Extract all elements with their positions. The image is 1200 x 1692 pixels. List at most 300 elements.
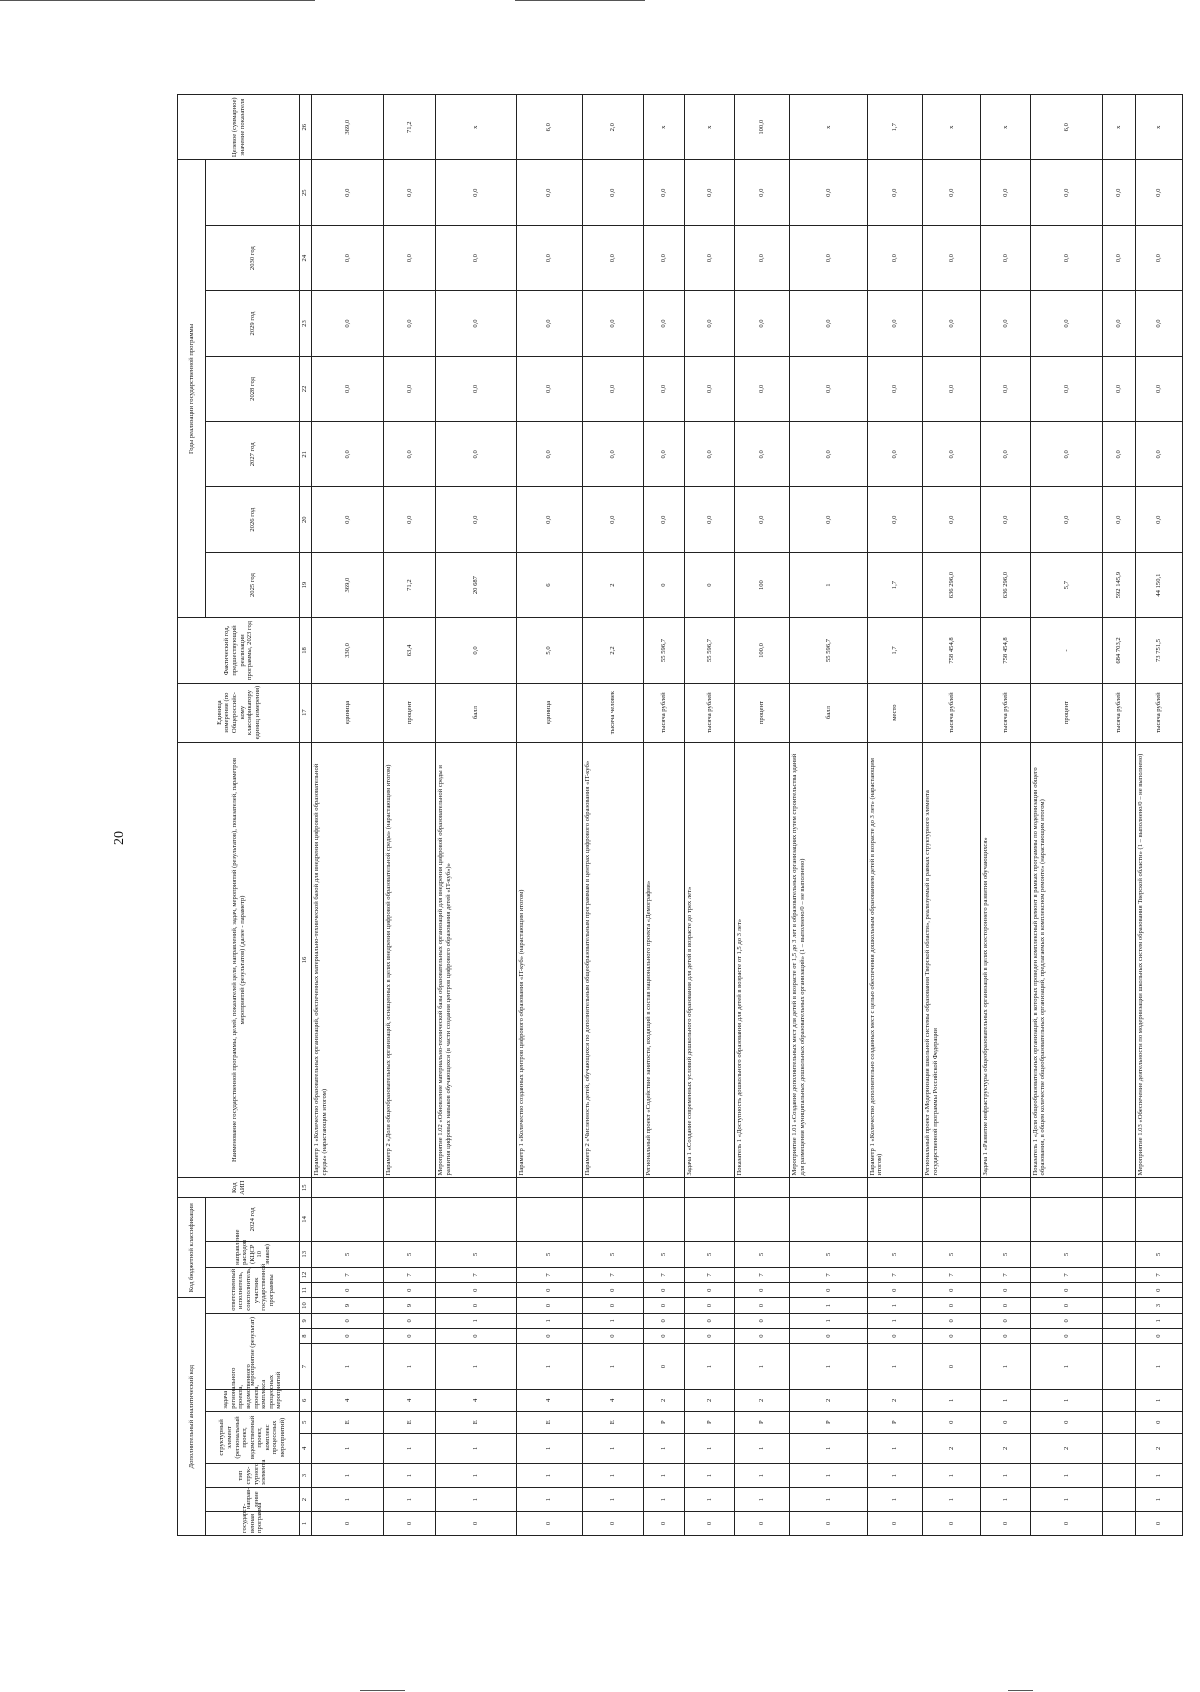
table-cell: 5 <box>312 1241 384 1267</box>
table-cell: 7 <box>1135 1267 1182 1282</box>
table-cell: 0,0 <box>312 160 384 225</box>
table-cell: 1 <box>643 1488 684 1512</box>
table-cell <box>1102 1178 1135 1198</box>
table-cell: 0,0 <box>1135 356 1182 421</box>
table-cell: 0,0 <box>516 291 582 356</box>
table-cell: 0 <box>790 1283 867 1298</box>
table-cell: 0,0 <box>1030 225 1102 290</box>
table-cell: 0 <box>735 1512 790 1536</box>
table-cell: 0 <box>685 552 735 617</box>
table-cell: 1 <box>383 1464 436 1488</box>
table-cell <box>582 1198 643 1242</box>
table-cell: 0 <box>867 1512 922 1536</box>
table-cell: 0,0 <box>582 356 643 421</box>
table-cell: 1 <box>867 1313 922 1328</box>
table-cell <box>1135 1178 1182 1198</box>
table-cell: 4 <box>312 1389 384 1411</box>
table-cell: 1 <box>1135 1464 1182 1488</box>
column-number: 22 <box>300 356 312 421</box>
table-cell: 7 <box>1030 1267 1102 1282</box>
table-cell: балл <box>790 683 867 742</box>
table-cell <box>1135 1198 1182 1242</box>
table-cell: 1 <box>436 1313 516 1328</box>
table-cell: 0,0 <box>582 487 643 552</box>
table-cell: 1 <box>436 1464 516 1488</box>
table-cell: 0,0 <box>1030 356 1102 421</box>
table-cell: 0 <box>516 1328 582 1343</box>
table-cell: 636 296,0 <box>981 552 1031 617</box>
table-cell: тысяча рублей <box>1135 683 1182 742</box>
table-cell: 1 <box>867 1344 922 1390</box>
table-cell: 0 <box>923 1298 981 1313</box>
table-cell: 5 <box>1030 1241 1102 1267</box>
table-cell: процент <box>735 683 790 742</box>
header-struct-element: структурный элемент (региональный проект, ведомственный проект, комплекс процессных мероприятий) <box>206 1411 300 1463</box>
table-cell: 0,0 <box>1030 422 1102 487</box>
table-cell: тысяча рублей <box>685 683 735 742</box>
table-cell: 0 <box>643 1344 684 1390</box>
table-row <box>1030 95 1102 1536</box>
table-cell: 0,0 <box>643 225 684 290</box>
table-cell: 0,0 <box>685 291 735 356</box>
row-name-cell: Параметр 1 «Количество дополнительно созданных мест с целью обеспечения дошкольным образованием детей в возрасте до 3 лет» (нарастающим итогом) <box>867 742 922 1178</box>
table-cell <box>923 1178 981 1198</box>
table-cell <box>436 1198 516 1242</box>
table-cell: 1 <box>685 1344 735 1390</box>
table-cell <box>735 1198 790 1242</box>
table-cell: 5 <box>582 1241 643 1267</box>
table-cell: 0,0 <box>643 160 684 225</box>
table-cell: 1 <box>981 1344 1031 1390</box>
table-cell <box>1030 1178 1102 1198</box>
table-cell: 0,0 <box>516 487 582 552</box>
table-cell <box>312 1198 384 1242</box>
table-cell: 0,0 <box>1135 487 1182 552</box>
table-cell: 6,0 <box>516 95 582 161</box>
table-cell: Е <box>516 1411 582 1433</box>
table-cell <box>643 1178 684 1198</box>
header-year-2024: 2024 год <box>206 1198 300 1242</box>
table-cell: 4 <box>516 1389 582 1411</box>
table-cell: 20 687 <box>436 552 516 617</box>
header-year-2030: 2030 год <box>206 225 300 290</box>
table-cell: 0,0 <box>383 422 436 487</box>
table-cell: 0 <box>516 1512 582 1536</box>
table-cell: 7 <box>436 1267 516 1282</box>
table-cell: 1 <box>790 1488 867 1512</box>
table-cell: тысяча рублей <box>923 683 981 742</box>
table-cell: 7 <box>735 1267 790 1282</box>
table-cell: 0 <box>981 1328 1031 1343</box>
table-cell: 1 <box>867 1298 922 1313</box>
table-cell: 5 <box>383 1241 436 1267</box>
table-cell <box>1102 1328 1135 1343</box>
table-cell: 2 <box>1135 1433 1182 1464</box>
table-cell: 0 <box>436 1512 516 1536</box>
table-cell: 0,0 <box>735 160 790 225</box>
column-number: 2 <box>300 1488 312 1512</box>
header-year-2027: 2027 год <box>206 422 300 487</box>
table-cell: 0,0 <box>685 225 735 290</box>
column-number: 26 <box>300 95 312 161</box>
table-cell: 100 <box>735 552 790 617</box>
table-cell: 0 <box>981 1283 1031 1298</box>
table-cell: 0 <box>383 1283 436 1298</box>
table-cell: 0 <box>685 1283 735 1298</box>
column-number: 14 <box>300 1198 312 1242</box>
table-cell: 2 <box>685 1389 735 1411</box>
table-cell: 1 <box>981 1389 1031 1411</box>
table-cell: 0 <box>1135 1512 1182 1536</box>
table-cell: 1 <box>383 1433 436 1464</box>
table-cell: 0 <box>735 1298 790 1313</box>
row-name-cell: Параметр 2 «Доля общеобразовательных организаций, оснащенных в целях внедрения цифровой образовательной среды» (нарастающим итогом) <box>383 742 436 1178</box>
table-cell: 7 <box>981 1267 1031 1282</box>
table-cell: процент <box>1030 683 1102 742</box>
table-cell: 0 <box>1030 1411 1102 1433</box>
table-cell: х <box>1102 95 1135 161</box>
table-cell: 0,0 <box>383 356 436 421</box>
table-cell: 0 <box>436 1283 516 1298</box>
table-cell: 0 <box>436 1328 516 1343</box>
table-cell: 0 <box>685 1328 735 1343</box>
table-cell: 0,0 <box>383 160 436 225</box>
table-cell: х <box>790 95 867 161</box>
table-cell: 0 <box>981 1411 1031 1433</box>
header-unit: Единица измерения (по Общероссийс-кому классификатору единиц измерения) <box>178 683 300 742</box>
table-cell: 5 <box>735 1241 790 1267</box>
table-cell: 5 <box>1135 1241 1182 1267</box>
table-cell: 0,0 <box>516 422 582 487</box>
table-row <box>643 95 684 1536</box>
table-cell: 1,7 <box>867 552 922 617</box>
table-cell: 7 <box>582 1267 643 1282</box>
table-cell: 0,0 <box>923 356 981 421</box>
column-number: 19 <box>300 552 312 617</box>
column-number: 18 <box>300 618 312 683</box>
table-cell: 592 145,9 <box>1102 552 1135 617</box>
table-cell: 0 <box>735 1283 790 1298</box>
table-cell: 0 <box>643 1283 684 1298</box>
table-row <box>516 95 582 1536</box>
table-cell: 5 <box>923 1241 981 1267</box>
table-cell: 0,0 <box>643 356 684 421</box>
table-cell: 1 <box>582 1464 643 1488</box>
scan-edge-line <box>0 0 315 1</box>
table-cell <box>582 1178 643 1198</box>
table-cell: 0 <box>867 1283 922 1298</box>
table-cell: 0 <box>735 1328 790 1343</box>
row-name-cell: Параметр 1 «Количество образовательных организаций, обеспеченных материально-технической базой для внедрения цифровой образовательной среды» (нарастающим итогом) <box>312 742 384 1178</box>
table-cell: 0 <box>582 1283 643 1298</box>
table-cell: 1 <box>735 1344 790 1390</box>
table-cell: 6 <box>516 552 582 617</box>
table-cell: 5 <box>790 1241 867 1267</box>
table-cell: 0,0 <box>981 356 1031 421</box>
table-cell: 0 <box>1030 1328 1102 1343</box>
table-cell <box>867 1178 922 1198</box>
table-cell: 0 <box>1135 1411 1182 1433</box>
table-cell: балл <box>436 683 516 742</box>
header-expense: направление расходов (КЦСР 10 знаков) <box>206 1241 300 1267</box>
table-cell: 0 <box>312 1283 384 1298</box>
row-name-cell: Показатель 1 «Доля общеобразовательных организаций, в которых проведен комплексный ремонт в рамках программы по модернизации общего образования, в общем количестве общеобразовательных организаций, предлагаемых в комплексном ремонте» (нарастающим итогом) <box>1030 742 1102 1178</box>
table-cell: 0,0 <box>1102 160 1135 225</box>
row-name-cell: Параметр 2 «Численность детей, обучающихся по дополнительным общеобразовательным программам в центрах цифрового образования «IT-куб» <box>582 742 643 1178</box>
table-cell: 0,0 <box>1135 225 1182 290</box>
table-cell <box>312 1178 384 1198</box>
header-budget-code: Код бюджетной классификации <box>178 1198 206 1298</box>
table-cell: 1 <box>867 1488 922 1512</box>
table-cell: 1 <box>790 1433 867 1464</box>
table-cell: 1 <box>312 1488 384 1512</box>
table-cell <box>790 1198 867 1242</box>
table-cell: 0,0 <box>981 160 1031 225</box>
table-cell: х <box>643 95 684 161</box>
table-cell: 4 <box>436 1389 516 1411</box>
table-cell: тысяча рублей <box>981 683 1031 742</box>
table-cell: единица <box>516 683 582 742</box>
column-number: 23 <box>300 291 312 356</box>
table-cell: 5 <box>685 1241 735 1267</box>
column-number: 13 <box>300 1241 312 1267</box>
column-number: 12 <box>300 1267 312 1282</box>
table-cell: 0 <box>685 1298 735 1313</box>
column-number: 4 <box>300 1433 312 1464</box>
table-cell: 0 <box>643 1512 684 1536</box>
table-cell: 0,0 <box>582 291 643 356</box>
table-cell: 1 <box>1135 1389 1182 1411</box>
table-cell: 0 <box>685 1313 735 1328</box>
table-cell: 1 <box>790 1298 867 1313</box>
table-row <box>1102 95 1135 1536</box>
table-cell: 0,0 <box>867 356 922 421</box>
table-cell: 1,7 <box>867 618 922 683</box>
table-cell: 684 703,2 <box>1102 618 1135 683</box>
table-cell: 0 <box>1135 1328 1182 1343</box>
table-cell: 1 <box>981 1488 1031 1512</box>
table-cell: 0 <box>1030 1283 1102 1298</box>
row-name-cell: Мероприятие 1.01 «Создание дополнительных мест для детей в возрасте от 1,5 до 3 лет в образовательных организациях путем строительства зданий для размещения муниципальных дошкольных образовательных организаций» (1 – выполнено/0 – не выполнено) <box>790 742 867 1178</box>
table-cell: 7 <box>685 1267 735 1282</box>
table-cell: 0,0 <box>582 160 643 225</box>
table-cell: 0 <box>643 552 684 617</box>
table-cell: 4 <box>582 1389 643 1411</box>
table-cell: 1 <box>582 1488 643 1512</box>
table-cell <box>1030 1198 1102 1242</box>
column-number: 7 <box>300 1344 312 1390</box>
table-cell: 0 <box>923 1344 981 1390</box>
table-cell: 2 <box>923 1433 981 1464</box>
table-cell: 0,0 <box>867 487 922 552</box>
table-row <box>436 95 516 1536</box>
table-cell: 0,0 <box>516 160 582 225</box>
table-cell <box>643 1198 684 1242</box>
table-cell: 0,0 <box>312 422 384 487</box>
table-cell <box>685 1198 735 1242</box>
table-cell: 1 <box>1135 1313 1182 1328</box>
table-cell: 0 <box>923 1283 981 1298</box>
column-number: 10 <box>300 1298 312 1313</box>
table-cell: 0,0 <box>582 422 643 487</box>
table-cell: 0,0 <box>582 225 643 290</box>
table-cell: 0 <box>685 1512 735 1536</box>
table-cell: 71,2 <box>383 552 436 617</box>
table-row <box>312 95 384 1536</box>
table-cell: Р <box>685 1411 735 1433</box>
header-task: задача регионального проекта, ведомственного проекта, комплекса процессных мероприятий <box>206 1389 300 1411</box>
table-cell: 0,0 <box>790 356 867 421</box>
column-number: 9 <box>300 1313 312 1328</box>
row-name-cell: Задача 1 «Развитие инфраструктуры общеобразовательных организаций в целях всестороннего развития обучающихся» <box>981 742 1031 1178</box>
table-cell: 2 <box>1030 1433 1102 1464</box>
table-cell: 0,0 <box>735 291 790 356</box>
header-direction: направ-ление <box>206 1488 300 1512</box>
table-cell: 1 <box>582 1344 643 1390</box>
table-cell: 9 <box>383 1298 436 1313</box>
table-cell: 9 <box>312 1298 384 1313</box>
table-cell: 5 <box>643 1241 684 1267</box>
table-cell <box>923 1198 981 1242</box>
table-cell: 0,0 <box>867 291 922 356</box>
column-number: 21 <box>300 422 312 487</box>
table-cell: х <box>981 95 1031 161</box>
table-cell: 1 <box>1030 1464 1102 1488</box>
table-cell: 1 <box>923 1488 981 1512</box>
table-cell: 0 <box>867 1328 922 1343</box>
table-cell: 0,0 <box>516 225 582 290</box>
table-cell: Е <box>383 1411 436 1433</box>
table-cell: 1 <box>1030 1389 1102 1411</box>
table-cell <box>1102 1198 1135 1242</box>
table-cell: 0,0 <box>1030 291 1102 356</box>
header-year-2026: 2026 год <box>206 487 300 552</box>
column-number: 24 <box>300 225 312 290</box>
row-name-cell <box>1102 742 1135 1178</box>
table-cell: 1 <box>312 1344 384 1390</box>
table-cell: 5 <box>436 1241 516 1267</box>
table-cell: 1 <box>383 1344 436 1390</box>
table-cell: 1 <box>790 1344 867 1390</box>
table-row <box>735 95 790 1536</box>
table-cell: 0,0 <box>312 225 384 290</box>
table-cell: 0,0 <box>867 422 922 487</box>
table-cell: 5,0 <box>516 618 582 683</box>
table-cell: 1 <box>735 1488 790 1512</box>
table-cell <box>735 1178 790 1198</box>
header-state-program: государст-венная программа <box>206 1512 300 1536</box>
table-cell: 330,0 <box>312 618 384 683</box>
table-cell <box>383 1198 436 1242</box>
table-cell <box>685 1178 735 1198</box>
table-cell: 0 <box>790 1328 867 1343</box>
table-cell <box>436 1178 516 1198</box>
table-row <box>582 95 643 1536</box>
table-cell: 0,0 <box>867 225 922 290</box>
table-cell: 758 454,8 <box>981 618 1031 683</box>
table-cell: 758 454,8 <box>923 618 981 683</box>
table-cell: Е <box>436 1411 516 1433</box>
table-row <box>867 95 922 1536</box>
row-name-cell: Региональный проект «Модернизация школьной системы образования Тверской области», реализуемый в рамках структурного элемента государственной программы Российской Федерации <box>923 742 981 1178</box>
table-cell: 1 <box>436 1344 516 1390</box>
table-cell: 2,0 <box>582 95 643 161</box>
table-cell: 0,0 <box>383 291 436 356</box>
table-cell: 0 <box>981 1512 1031 1536</box>
table-cell: 0,0 <box>436 225 516 290</box>
table-cell <box>867 1198 922 1242</box>
table-cell: 0,0 <box>1102 356 1135 421</box>
table-cell: 0,0 <box>923 160 981 225</box>
table-cell: 0 <box>643 1298 684 1313</box>
table-cell <box>981 1178 1031 1198</box>
table-cell: 0 <box>312 1313 384 1328</box>
row-name-cell: Задача 1 «Создание современных условий дошкольного образования для детей в возрасте до трех лет» <box>685 742 735 1178</box>
table-cell: 1 <box>312 1464 384 1488</box>
table-cell: 0,0 <box>923 487 981 552</box>
table-cell: х <box>1135 95 1182 161</box>
header-year-2025: 2025 год <box>206 552 300 617</box>
header-year-2029: 2029 год <box>206 291 300 356</box>
table-cell: 0,0 <box>436 160 516 225</box>
table-cell: 0 <box>1135 1283 1182 1298</box>
page-number: 20 <box>112 831 127 845</box>
table-cell: 100,0 <box>735 95 790 161</box>
table-cell: 0,0 <box>383 225 436 290</box>
table-cell: Е <box>312 1411 384 1433</box>
header-executor: ответственный исполнитель, соисполнитель, участник государственной программы <box>206 1267 300 1313</box>
table-cell: 55 596,7 <box>643 618 684 683</box>
table-cell: 0,0 <box>685 422 735 487</box>
table-cell: 0 <box>981 1313 1031 1328</box>
table-cell: 1 <box>735 1464 790 1488</box>
table-cell: Р <box>867 1411 922 1433</box>
table-cell: 1 <box>790 552 867 617</box>
table-cell: 0,0 <box>790 225 867 290</box>
table-cell: 0 <box>582 1512 643 1536</box>
header-additional-code: Дополнительный аналитический код <box>178 1298 206 1536</box>
table-body <box>312 95 1183 1536</box>
table-cell: 0 <box>516 1298 582 1313</box>
table-cell: 0 <box>582 1298 643 1313</box>
table-cell: 1 <box>790 1464 867 1488</box>
table-cell: 1 <box>436 1433 516 1464</box>
table-cell: 4 <box>383 1389 436 1411</box>
table-cell: 5,7 <box>1030 552 1102 617</box>
table-cell: единица <box>312 683 384 742</box>
table-cell: 1 <box>312 1433 384 1464</box>
table-cell: 0,0 <box>685 356 735 421</box>
table-cell: 0 <box>1030 1298 1102 1313</box>
table-cell: 0 <box>923 1328 981 1343</box>
table-cell: 0,0 <box>923 225 981 290</box>
table-cell: 5 <box>867 1241 922 1267</box>
row-name-cell: Региональный проект «Содействие занятости, входящий в состав национального проекта «Демография» <box>643 742 684 1178</box>
table-cell: 0,0 <box>735 225 790 290</box>
header-struct-type: тип струк-турного элемента <box>206 1464 300 1488</box>
table-cell: тысяча рублей <box>643 683 684 742</box>
header-event: мероприятие (результат) <box>206 1313 300 1389</box>
column-number: 16 <box>300 742 312 1178</box>
table-cell: 1 <box>516 1313 582 1328</box>
table-cell: 369,0 <box>312 552 384 617</box>
header-fact-2023: Фактический год, предшествующий реализации программы, 2023 год <box>178 618 300 683</box>
column-number: 1 <box>300 1512 312 1536</box>
column-number: 11 <box>300 1283 312 1298</box>
table-cell: 0 <box>1030 1313 1102 1328</box>
table-cell: 0 <box>383 1328 436 1343</box>
table-cell: 71,2 <box>383 95 436 161</box>
